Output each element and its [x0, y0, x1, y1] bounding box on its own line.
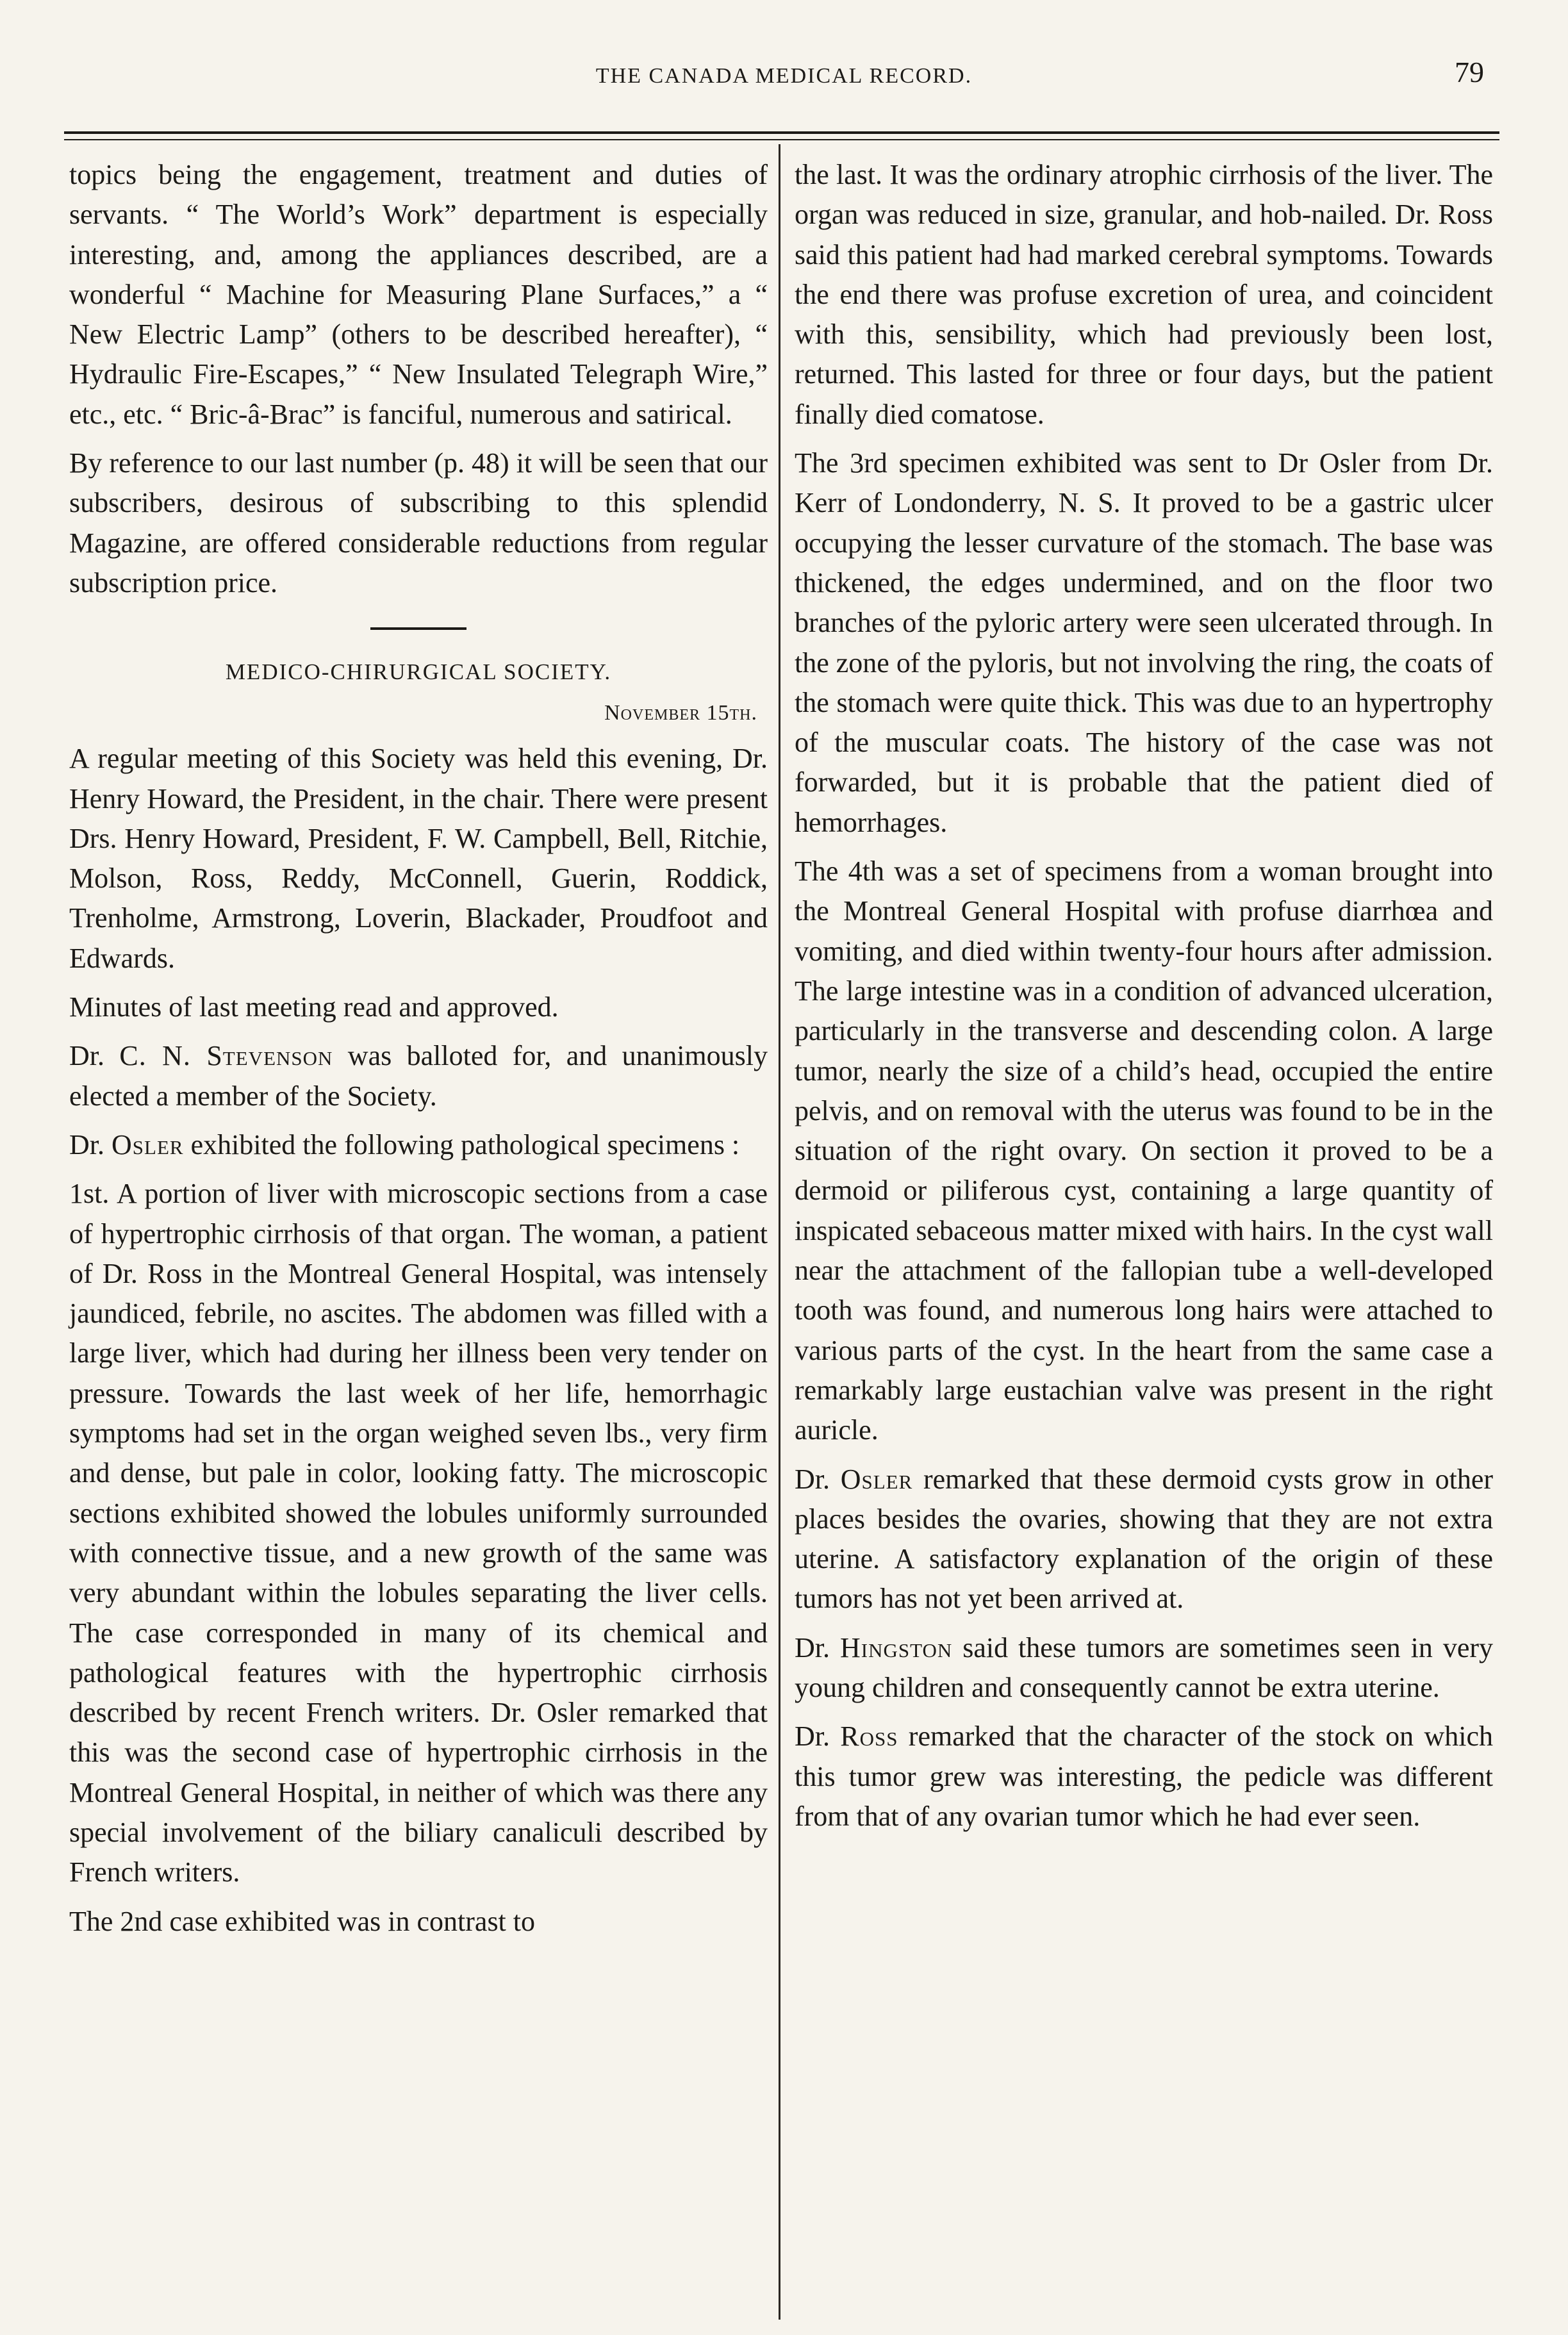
paragraph: topics being the engagement, treatment and duties of servants. “ The World’s Work” department is especially interesting, and, among the appliances described, are a wonderful “ Machine for Measuring Plane Surfaces,” a “ New Electric Lamp” (others to be described hereafter), “ Hydraulic Fire-Escapes,” “ New Insulated Telegraph Wire,” etc., etc. “ Bric-â-Brac” is fanciful, numerous and satirical. — [69, 159, 768, 430]
text-rest: remarked that the character of the stock on which this tumor grew was interesting, the pedicle was different from that of any ovarian tumor which he had ever seen. — [795, 1720, 1493, 1832]
text-prefix: Dr. — [795, 1720, 841, 1753]
paragraph: The 2nd case exhibited was in contrast to — [69, 1905, 536, 1937]
column-divider — [779, 144, 780, 2320]
page-header — [0, 56, 1568, 103]
header-rule-thin — [64, 139, 1499, 140]
text-prefix: Dr. — [795, 1631, 840, 1663]
paragraph: The 4th was a set of specimens from a woman brought into the Montreal General Hospital with profuse diarrhœa and vomiting, and died within twenty-four hours after admission. The large intestine was in a condition of advanced ulceration, particularly in the transverse and descending colon. A large tumor, nearly the size of a child’s head, occupied the entire pelvis, and on removal with the uterus was found to be in the situation of the right ovary. On section it proved to be a dermoid or piliferous cyst, containing a large quantity of inspicated sebaceous matter mixed with hairs. In the cyst wall near the attachment of the fallopian tube a well-developed tooth was found, and numerous long hairs were attached to various parts of the cyst. In the heart from the same case a remarkably large eustachian valve was present in the right auricle. — [795, 855, 1493, 1446]
paragraph — [795, 1628, 1493, 1708]
paragraph — [69, 1036, 768, 1116]
text-rest: exhibited the following pathological specimens : — [183, 1128, 740, 1160]
paragraph: Minutes of last meeting read and approved. — [69, 991, 559, 1023]
person-name: Ross — [840, 1720, 898, 1753]
person-name: Osler — [840, 1463, 913, 1495]
section-separator — [370, 627, 466, 630]
page-number: 79 — [1455, 56, 1484, 88]
text-prefix: Dr. — [69, 1040, 120, 1072]
text-rest: said these tumors are sometimes seen in very young children and consequently cannot be extra uterine. — [795, 1631, 1493, 1703]
person-name: Osler — [111, 1128, 184, 1160]
paragraph — [795, 1717, 1493, 1836]
left-column — [69, 155, 768, 1951]
running-head: THE CANADA MEDICAL RECORD. — [595, 64, 973, 88]
paragraph: By reference to our last number (p. 48) it will be seen that our subscribers, desirous of subscribing to this splendid Magazine, are offered considerable reductions from regular subscription price. — [69, 447, 768, 598]
paragraph — [795, 1460, 1493, 1619]
paragraph: The 3rd specimen exhibited was sent to Dr Osler from Dr. Kerr of Londonderry, N. S. It proved to be a gastric ulcer occupying the lesser curvature of the stomach. The base was thickened, the edges undermined, and on the floor two branches of the pyloric artery were seen ulcerated through. In the zone of the pyloris, but not involving the ring, the coats of the stomach were quite thick. This was due to an hypertrophy of the muscular coats. The history of the case was not forwarded, but it is probable that the patient died of hemorrhages. — [795, 447, 1494, 838]
right-column — [795, 155, 1493, 1845]
paragraph: the last. It was the ordinary atrophic cirrhosis of the liver. The organ was reduced in size, granular, and hob-nailed. Dr. Ross said this patient had had marked cerebral symptoms. Towards the end there was profuse excretion of urea, and coincident with this, sensibility, which had previously been lost, returned. This lasted for three or four days, but the patient finally died comatose. — [795, 159, 1493, 430]
paragraph: 1st. A portion of liver with microscopic sections from a case of hypertrophic cirrhosis of that organ. The woman, a patient of Dr. Ross in the Montreal General Hospital, was intensely jaundiced, febrile, no ascites. The abdomen was filled with a large liver, which had during her illness been very tender on pressure. Towards the last week of her life, hemorrhagic symptoms had set in the organ weighed seven lbs., very firm and dense, but pale in color, looking fatty. The microscopic sections exhibited showed the lobules uniformly surrounded with connective tissue, and a new growth of the same was very abundant within the lobules separating the liver cells. The case corresponded in many of its chemical and pathological features with the hypertrophic cirrhosis described by recent French writers. Dr. Osler remarked that this was the second case of hypertrophic cirrhosis in the Montreal General Hospital, in neither of which was there any special involvement of the biliary canaliculi described by French writers. — [69, 1178, 768, 1888]
section-date: November 15th. — [604, 701, 757, 725]
paragraph: A regular meeting of this Society was held this evening, Dr. Henry Howard, the President, in the chair. There were present Drs. Henry Howard, President, F. W. Campbell, Bell, Ritchie, Molson, Ross, Reddy, McConnell, Guerin, Roddick, Trenholme, Armstrong, Loverin, Blackader, Proudfoot and Edwards. — [69, 743, 768, 974]
paragraph — [69, 1125, 768, 1165]
text-prefix: Dr. — [795, 1463, 841, 1495]
header-rule — [64, 131, 1499, 134]
text-rest: remarked that these dermoid cysts grow in other places besides the ovaries, showing that they are not extra uterine. A satisfactory explanation of the origin of these tumors has not yet been arrived at. — [795, 1463, 1494, 1615]
text-rest: was balloted for, and unanimously elected a member of the Society. — [69, 1040, 768, 1112]
person-name: C. N. Stevenson — [119, 1040, 333, 1072]
person-name: Hingston — [839, 1631, 953, 1663]
text-prefix: Dr. — [69, 1128, 111, 1160]
section-title: MEDICO-CHIRURGICAL SOCIETY. — [225, 659, 612, 685]
